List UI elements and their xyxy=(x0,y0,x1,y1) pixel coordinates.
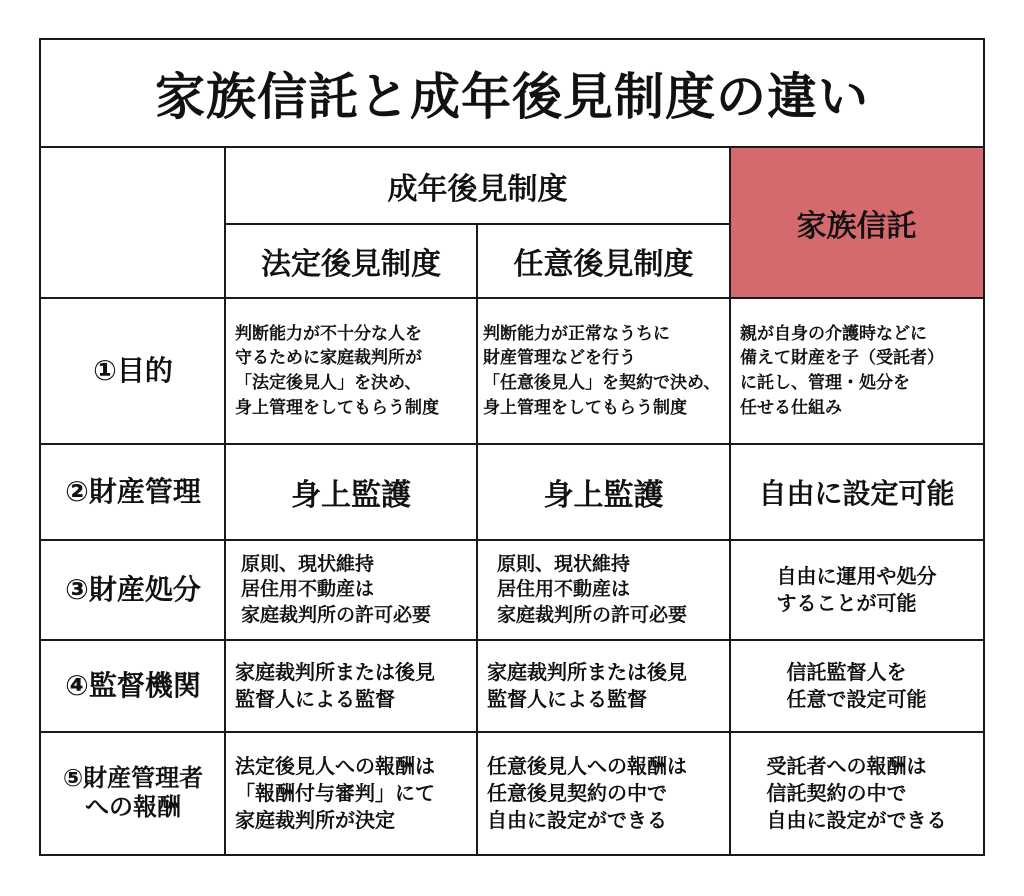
cell-management-voluntary: 身上監護 xyxy=(543,478,664,513)
cell-supervision-legal: 家庭裁判所または後見 監督人による監督 xyxy=(235,660,435,711)
cell-compensation-voluntary: 任意後見人への報酬は 任意後見契約の中で 自由に設定ができる xyxy=(487,753,687,832)
cell-supervision-trust: 信託監督人を 任意で設定可能 xyxy=(786,660,927,711)
family-trust-header: 家族信託 xyxy=(730,148,983,298)
grid-line xyxy=(729,148,731,854)
cell-supervision-voluntary: 家庭裁判所または後見 監督人による監督 xyxy=(487,660,687,711)
cell-purpose-voluntary: 判断能力が正常なうちに 財産管理などを行う 「任意後見人」を契約で決め、 身上管理をしてもらう制度 xyxy=(483,323,721,418)
cell-compensation-trust: 受託者への報酬は 信託契約の中で 自由に設定ができる xyxy=(766,753,947,832)
cell-compensation-legal: 法定後見人への報酬は 「報酬付与審判」にて 家庭裁判所が決定 xyxy=(235,753,435,832)
row-label-supervisory-body: ④監督機関 xyxy=(65,669,201,703)
row-label-property-management: ②財産管理 xyxy=(65,475,201,509)
cell-purpose-trust: 親が自身の介護時などに 備えて財産を子（受託者） に託し、管理・処分を 任せる仕組み xyxy=(740,323,944,418)
cell-management-legal: 身上監護 xyxy=(291,478,411,513)
grid-line xyxy=(41,539,983,541)
comparison-table xyxy=(39,38,985,856)
grid-line xyxy=(41,297,983,299)
cell-management-trust: 自由に設定可能 xyxy=(758,477,955,510)
row-label-manager-compensation: ⑤財産管理者 への報酬 xyxy=(62,764,204,821)
cell-disposal-legal: 原則、現状維持 居住用不動産は 家庭裁判所の許可必要 xyxy=(241,552,432,626)
grid-line xyxy=(41,443,983,445)
grid-line xyxy=(224,223,730,225)
page-title: 家族信託と成年後見制度の違い xyxy=(41,40,983,148)
grid-line xyxy=(224,148,226,854)
grid-line xyxy=(41,639,983,641)
guardianship-header: 成年後見制度 xyxy=(387,172,568,207)
row-label-property-disposal: ③財産処分 xyxy=(65,573,201,607)
row-label-purpose: ①目的 xyxy=(93,354,173,388)
cell-disposal-trust: 自由に運用や処分 することが可能 xyxy=(776,564,937,615)
legal-guardianship-header: 法定後見制度 xyxy=(261,247,441,282)
cell-disposal-voluntary: 原則、現状維持 居住用不動産は 家庭裁判所の許可必要 xyxy=(497,552,688,626)
voluntary-guardianship-header: 任意後見制度 xyxy=(513,247,694,282)
cell-purpose-legal: 判断能力が不十分な人を 守るために家庭裁判所が 「法定後見人」を決め、 身上管理をしてもらう制度 xyxy=(235,323,439,418)
grid-line xyxy=(41,731,983,733)
